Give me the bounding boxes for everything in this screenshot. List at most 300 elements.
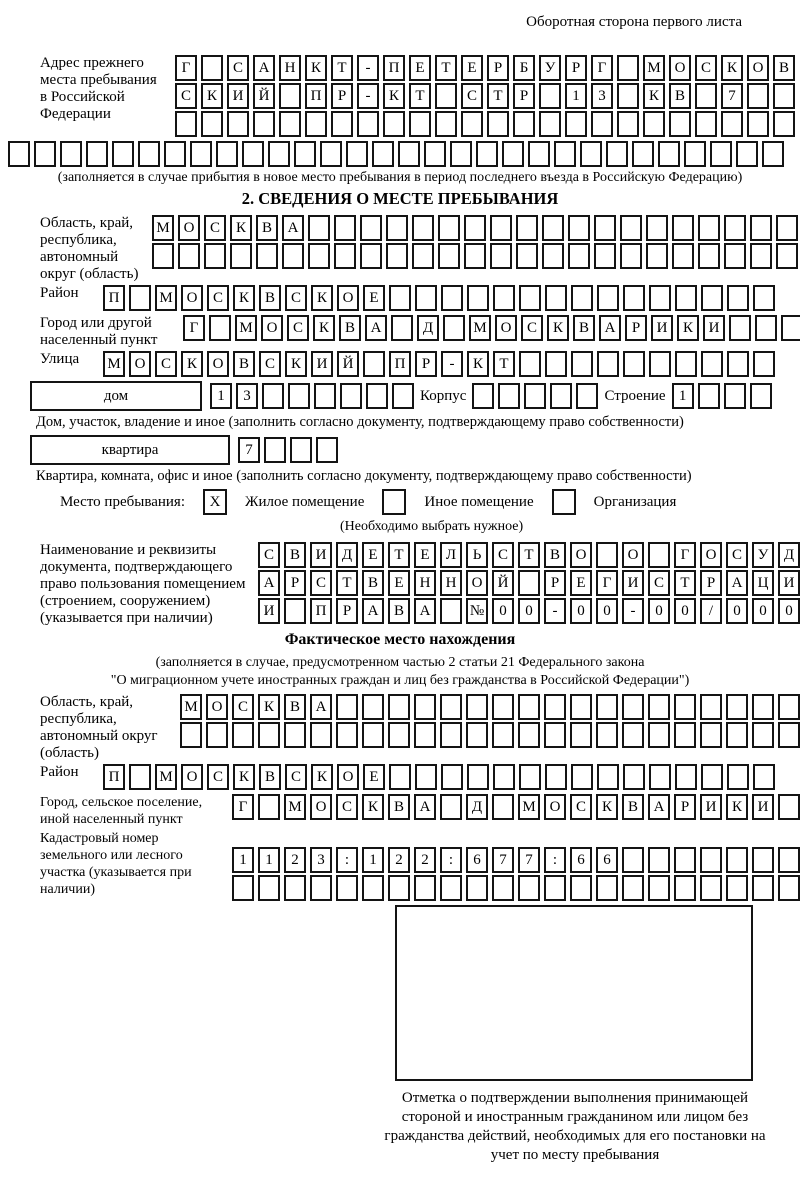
char-cell[interactable]: М [235,315,257,341]
char-cell[interactable] [675,285,697,311]
char-cell[interactable]: А [726,570,748,596]
char-cell[interactable] [596,875,618,901]
char-cell[interactable] [310,722,332,748]
char-cell[interactable] [209,315,231,341]
char-cell[interactable] [389,285,411,311]
char-cell[interactable] [498,383,520,409]
char-cell[interactable] [204,243,226,269]
char-cell[interactable] [164,141,186,167]
char-cell[interactable] [441,764,463,790]
char-cell[interactable] [594,215,616,241]
char-cell[interactable] [386,215,408,241]
char-cell[interactable] [438,215,460,241]
char-cell[interactable] [597,764,619,790]
char-cell[interactable] [518,570,540,596]
char-cell[interactable] [750,383,772,409]
char-cell[interactable]: С [461,83,483,109]
char-cell[interactable] [264,437,286,463]
char-cell[interactable] [776,243,798,269]
char-cell[interactable] [623,764,645,790]
char-cell[interactable]: А [253,55,275,81]
char-cell[interactable]: К [233,285,255,311]
char-cell[interactable] [674,875,696,901]
char-cell[interactable] [700,722,722,748]
char-cell[interactable]: Д [336,542,358,568]
char-cell[interactable] [518,875,540,901]
char-cell[interactable]: В [773,55,795,81]
char-cell[interactable]: В [388,598,410,624]
char-cell[interactable] [34,141,56,167]
char-cell[interactable]: В [339,315,361,341]
char-cell[interactable]: А [362,598,384,624]
char-cell[interactable]: Е [363,285,385,311]
char-cell[interactable]: К [181,351,203,377]
char-cell[interactable] [778,722,800,748]
char-cell[interactable]: 1 [362,847,384,873]
char-cell[interactable] [190,141,212,167]
char-cell[interactable]: 0 [518,598,540,624]
char-cell[interactable] [747,111,769,137]
char-cell[interactable] [308,243,330,269]
char-cell[interactable] [752,722,774,748]
char-cell[interactable] [658,141,680,167]
char-cell[interactable] [518,722,540,748]
char-cell[interactable]: И [311,351,333,377]
char-cell[interactable] [698,215,720,241]
char-cell[interactable] [700,847,722,873]
char-cell[interactable]: И [651,315,673,341]
char-cell[interactable] [490,243,512,269]
char-cell[interactable]: В [284,694,306,720]
char-cell[interactable] [646,243,668,269]
char-cell[interactable] [336,875,358,901]
char-cell[interactable]: В [622,794,644,820]
char-cell[interactable]: Т [493,351,515,377]
char-cell[interactable] [360,243,382,269]
char-cell[interactable] [334,215,356,241]
char-cell[interactable] [258,875,280,901]
char-cell[interactable] [727,764,749,790]
char-cell[interactable] [362,722,384,748]
char-cell[interactable] [129,764,151,790]
char-cell[interactable] [568,215,590,241]
char-cell[interactable] [727,351,749,377]
char-cell[interactable] [724,383,746,409]
char-cell[interactable] [305,111,327,137]
char-cell[interactable]: П [103,285,125,311]
char-cell[interactable]: У [752,542,774,568]
char-cell[interactable]: 0 [778,598,800,624]
char-cell[interactable] [539,83,561,109]
char-cell[interactable]: И [700,794,722,820]
char-cell[interactable]: Н [279,55,301,81]
char-cell[interactable] [571,351,593,377]
char-cell[interactable] [571,285,593,311]
char-cell[interactable] [674,694,696,720]
char-cell[interactable] [320,141,342,167]
char-cell[interactable] [476,141,498,167]
char-cell[interactable]: В [233,351,255,377]
char-cell[interactable] [710,141,732,167]
char-cell[interactable] [672,215,694,241]
char-cell[interactable]: С [492,542,514,568]
char-cell[interactable] [747,83,769,109]
char-cell[interactable] [570,875,592,901]
char-cell[interactable] [649,764,671,790]
char-cell[interactable]: Н [440,570,462,596]
char-cell[interactable] [648,847,670,873]
char-cell[interactable] [594,243,616,269]
char-cell[interactable] [701,285,723,311]
char-cell[interactable] [294,141,316,167]
char-cell[interactable] [493,764,515,790]
char-cell[interactable] [242,141,264,167]
char-cell[interactable] [545,285,567,311]
char-cell[interactable] [545,764,567,790]
char-cell[interactable] [366,383,388,409]
char-cell[interactable] [623,285,645,311]
char-cell[interactable] [466,694,488,720]
char-cell[interactable]: В [573,315,595,341]
char-cell[interactable]: С [227,55,249,81]
char-cell[interactable]: В [259,764,281,790]
char-cell[interactable]: Г [674,542,696,568]
char-cell[interactable]: Т [331,55,353,81]
char-cell[interactable] [334,243,356,269]
char-cell[interactable]: А [310,694,332,720]
char-cell[interactable] [545,351,567,377]
char-cell[interactable] [175,111,197,137]
char-cell[interactable] [112,141,134,167]
char-cell[interactable] [316,437,338,463]
char-cell[interactable] [502,141,524,167]
char-cell[interactable]: Р [565,55,587,81]
char-cell[interactable] [412,243,434,269]
char-cell[interactable]: Т [388,542,410,568]
char-cell[interactable]: С [175,83,197,109]
char-cell[interactable] [357,111,379,137]
char-cell[interactable] [724,243,746,269]
char-cell[interactable] [675,764,697,790]
char-cell[interactable] [440,694,462,720]
char-cell[interactable] [695,111,717,137]
char-cell[interactable]: 6 [570,847,592,873]
char-cell[interactable]: Р [487,55,509,81]
char-cell[interactable] [443,315,465,341]
char-cell[interactable]: 6 [596,847,618,873]
char-cell[interactable]: Е [363,764,385,790]
char-cell[interactable]: Р [336,598,358,624]
char-cell[interactable] [414,722,436,748]
char-cell[interactable] [362,694,384,720]
char-cell[interactable]: 3 [310,847,332,873]
char-cell[interactable]: Е [570,570,592,596]
char-cell[interactable]: К [233,764,255,790]
char-cell[interactable] [412,215,434,241]
char-cell[interactable] [216,141,238,167]
char-cell[interactable]: А [282,215,304,241]
char-cell[interactable]: - [544,598,566,624]
char-cell[interactable]: И [227,83,249,109]
char-cell[interactable]: 0 [674,598,696,624]
char-cell[interactable] [409,111,431,137]
char-cell[interactable]: - [622,598,644,624]
char-cell[interactable]: С [258,542,280,568]
char-cell[interactable] [86,141,108,167]
char-cell[interactable]: В [669,83,691,109]
char-cell[interactable]: А [258,570,280,596]
char-cell[interactable] [392,383,414,409]
char-cell[interactable] [597,351,619,377]
char-cell[interactable] [284,598,306,624]
char-cell[interactable] [415,764,437,790]
char-cell[interactable]: К [285,351,307,377]
char-cell[interactable]: К [311,285,333,311]
char-cell[interactable]: И [622,570,644,596]
char-cell[interactable]: - [357,55,379,81]
char-cell[interactable] [755,315,777,341]
char-cell[interactable] [138,141,160,167]
char-cell[interactable]: Г [175,55,197,81]
char-cell[interactable] [622,847,644,873]
char-cell[interactable]: М [469,315,491,341]
char-cell[interactable] [450,141,472,167]
char-cell[interactable]: 2 [388,847,410,873]
char-cell[interactable] [701,764,723,790]
char-cell[interactable]: С [204,215,226,241]
char-cell[interactable]: К [643,83,665,109]
char-cell[interactable] [617,55,639,81]
char-cell[interactable]: О [207,351,229,377]
char-cell[interactable]: К [230,215,252,241]
char-cell[interactable]: О [181,285,203,311]
char-cell[interactable] [461,111,483,137]
char-cell[interactable]: С [207,764,229,790]
char-cell[interactable] [414,875,436,901]
char-cell[interactable] [435,83,457,109]
char-cell[interactable] [701,351,723,377]
char-cell[interactable] [424,141,446,167]
char-cell[interactable]: Р [331,83,353,109]
char-cell[interactable]: - [441,351,463,377]
char-cell[interactable]: О [178,215,200,241]
char-cell[interactable]: А [414,794,436,820]
char-cell[interactable] [360,215,382,241]
char-cell[interactable] [675,351,697,377]
char-cell[interactable] [648,722,670,748]
char-cell[interactable] [490,215,512,241]
char-cell[interactable]: Б [513,55,535,81]
char-cell[interactable] [308,215,330,241]
char-cell[interactable] [776,215,798,241]
char-cell[interactable]: Н [414,570,436,596]
char-cell[interactable] [372,141,394,167]
char-cell[interactable] [268,141,290,167]
char-cell[interactable]: О [622,542,644,568]
char-cell[interactable] [519,351,541,377]
char-cell[interactable] [622,722,644,748]
char-cell[interactable] [440,598,462,624]
char-cell[interactable]: С [285,764,307,790]
char-cell[interactable]: М [155,764,177,790]
char-cell[interactable] [519,285,541,311]
char-cell[interactable] [674,847,696,873]
char-cell[interactable]: И [778,570,800,596]
char-cell[interactable]: 3 [591,83,613,109]
char-cell[interactable] [516,215,538,241]
char-cell[interactable]: М [180,694,202,720]
char-cell[interactable]: В [362,570,384,596]
char-cell[interactable] [623,351,645,377]
char-cell[interactable]: / [700,598,722,624]
char-cell[interactable] [388,694,410,720]
char-cell[interactable]: М [155,285,177,311]
char-cell[interactable]: 0 [492,598,514,624]
char-cell[interactable] [620,243,642,269]
char-cell[interactable] [554,141,576,167]
char-cell[interactable]: К [305,55,327,81]
char-cell[interactable] [518,694,540,720]
char-cell[interactable] [729,315,751,341]
char-cell[interactable] [438,243,460,269]
char-cell[interactable] [648,694,670,720]
char-cell[interactable] [752,875,774,901]
char-cell[interactable]: О [337,764,359,790]
char-cell[interactable] [669,111,691,137]
char-cell[interactable]: К [721,55,743,81]
char-cell[interactable] [649,285,671,311]
char-cell[interactable] [726,875,748,901]
char-cell[interactable]: О [669,55,691,81]
char-cell[interactable]: В [544,542,566,568]
char-cell[interactable]: И [703,315,725,341]
char-cell[interactable]: С [695,55,717,81]
stamp-box[interactable] [395,905,753,1081]
char-cell[interactable] [516,243,538,269]
char-cell[interactable] [620,215,642,241]
char-cell[interactable] [576,383,598,409]
char-cell[interactable] [539,111,561,137]
char-cell[interactable] [435,111,457,137]
char-cell[interactable]: С [310,570,332,596]
char-cell[interactable] [232,722,254,748]
char-cell[interactable]: 6 [466,847,488,873]
char-cell[interactable] [258,722,280,748]
char-cell[interactable] [310,875,332,901]
char-cell[interactable] [736,141,758,167]
char-cell[interactable]: М [103,351,125,377]
char-cell[interactable]: Г [183,315,205,341]
char-cell[interactable] [674,722,696,748]
char-cell[interactable] [152,243,174,269]
char-cell[interactable]: А [648,794,670,820]
char-cell[interactable]: П [389,351,411,377]
char-cell[interactable]: М [152,215,174,241]
char-cell[interactable]: № [466,598,488,624]
char-cell[interactable]: 0 [596,598,618,624]
char-cell[interactable]: Т [435,55,457,81]
char-cell[interactable]: Т [518,542,540,568]
char-cell[interactable] [721,111,743,137]
char-cell[interactable]: С [521,315,543,341]
char-cell[interactable]: О [495,315,517,341]
char-cell[interactable]: С [570,794,592,820]
char-cell[interactable]: К [383,83,405,109]
char-cell[interactable]: Е [414,542,436,568]
char-cell[interactable]: В [256,215,278,241]
char-cell[interactable]: М [284,794,306,820]
char-cell[interactable] [617,83,639,109]
char-cell[interactable] [383,111,405,137]
char-cell[interactable] [388,875,410,901]
char-cell[interactable] [672,243,694,269]
char-cell[interactable] [440,875,462,901]
char-cell[interactable]: У [539,55,561,81]
char-cell[interactable]: 1 [232,847,254,873]
checkbox-other-premises[interactable] [382,489,406,515]
char-cell[interactable] [441,285,463,311]
char-cell[interactable]: К [258,694,280,720]
char-cell[interactable] [606,141,628,167]
char-cell[interactable]: Ц [752,570,774,596]
char-cell[interactable]: В [259,285,281,311]
char-cell[interactable] [206,722,228,748]
char-cell[interactable] [284,722,306,748]
char-cell[interactable]: В [388,794,410,820]
char-cell[interactable]: К [596,794,618,820]
char-cell[interactable]: А [414,598,436,624]
char-cell[interactable] [778,875,800,901]
char-cell[interactable]: П [305,83,327,109]
char-cell[interactable] [700,694,722,720]
char-cell[interactable] [727,285,749,311]
char-cell[interactable] [752,847,774,873]
char-cell[interactable] [8,141,30,167]
char-cell[interactable]: Е [388,570,410,596]
char-cell[interactable] [336,694,358,720]
char-cell[interactable]: И [258,598,280,624]
char-cell[interactable]: М [518,794,540,820]
char-cell[interactable]: И [310,542,332,568]
char-cell[interactable]: Е [362,542,384,568]
char-cell[interactable] [698,383,720,409]
char-cell[interactable]: С [285,285,307,311]
char-cell[interactable] [544,694,566,720]
char-cell[interactable]: Т [336,570,358,596]
char-cell[interactable] [253,111,275,137]
char-cell[interactable]: К [726,794,748,820]
char-cell[interactable] [466,722,488,748]
char-cell[interactable]: 0 [648,598,670,624]
char-cell[interactable] [753,764,775,790]
char-cell[interactable] [726,694,748,720]
char-cell[interactable]: Р [625,315,647,341]
char-cell[interactable]: В [284,542,306,568]
char-cell[interactable] [466,875,488,901]
char-cell[interactable] [178,243,200,269]
char-cell[interactable]: И [752,794,774,820]
char-cell[interactable] [750,243,772,269]
char-cell[interactable]: О [544,794,566,820]
char-cell[interactable] [753,285,775,311]
char-cell[interactable]: 2 [284,847,306,873]
char-cell[interactable] [487,111,509,137]
char-cell[interactable]: 7 [721,83,743,109]
char-cell[interactable] [362,875,384,901]
char-cell[interactable] [568,243,590,269]
char-cell[interactable] [698,243,720,269]
char-cell[interactable]: П [310,598,332,624]
